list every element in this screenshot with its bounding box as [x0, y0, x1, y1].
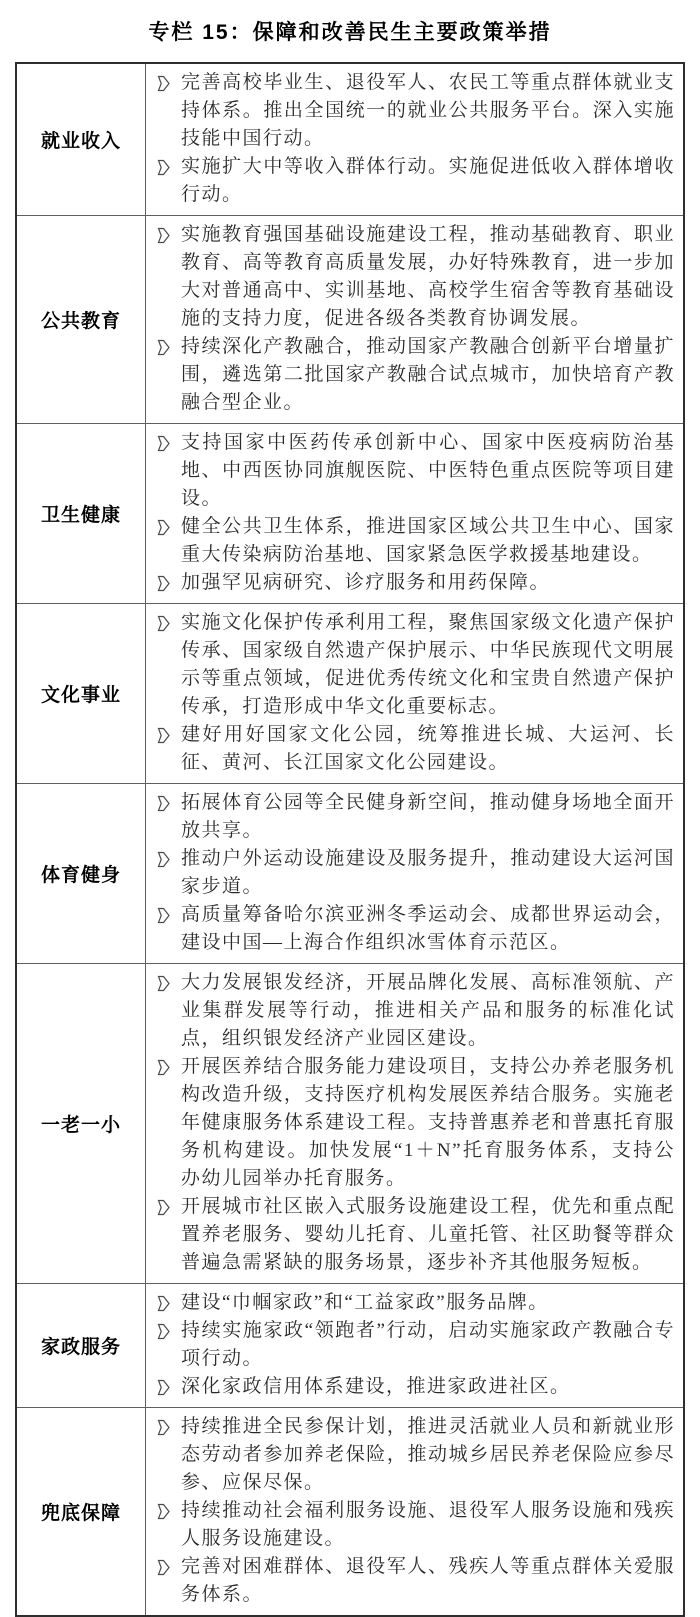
list-item [151, 1289, 675, 1317]
list-item [151, 513, 675, 569]
list-item [151, 789, 675, 845]
measure-text: 持续推进全民参保计划，推进灵活就业人员和新就业形态劳动者参加养老保险，推动城乡居民养老保险应参尽参、应保尽保。 [181, 1416, 675, 1493]
measures-cell [146, 784, 683, 963]
measure-text: 大力发展银发经济，开展品牌化发展、高标准领航、产业集群发展等行动，推进相关产品和服务的标准化试点，组织银发经济产业园区建设。 [181, 972, 675, 1049]
list-item [151, 1373, 675, 1401]
list-item [151, 609, 675, 721]
category-label-cell [17, 784, 146, 963]
list-item [151, 845, 675, 901]
hollow-right-arrow-icon [151, 969, 181, 992]
measure-text: 开展城市社区嵌入式服务设施建设工程，优先和重点配置养老服务、婴幼儿托育、儿童托管、社区助餐等群众普遍急需紧缺的服务场景，逐步补齐其他服务短板。 [181, 1196, 675, 1273]
category-label: 一老一小 [40, 1115, 121, 1136]
measure-text: 持续推动社会福利服务设施、退役军人服务设施和残疾人服务设施建设。 [181, 1500, 675, 1549]
category-label: 卫生健康 [40, 505, 121, 526]
measures-cell [146, 424, 683, 603]
measure-text: 深化家政信用体系建设，推进家政进社区。 [181, 1376, 571, 1397]
category-label: 文化事业 [40, 685, 121, 706]
list-item [151, 1497, 675, 1553]
measure-text: 加强罕见病研究、诊疗服务和用药保障。 [181, 572, 551, 593]
measure-text: 支持国家中医药传承创新中心、国家中医疫病防治基地、中西医协同旗舰医院、中医特色重点医院等项目建设。 [181, 432, 675, 509]
list-item [151, 901, 675, 957]
policy-table [15, 62, 685, 1617]
measure-text: 建设“巾帼家政”和“工益家政”服务品牌。 [181, 1292, 549, 1313]
hollow-right-arrow-icon [151, 1193, 181, 1216]
list-item [151, 569, 675, 597]
hollow-right-arrow-icon [151, 1497, 181, 1520]
category-label: 公共教育 [40, 311, 121, 332]
list-item [151, 969, 675, 1053]
list-item [151, 153, 675, 209]
hollow-right-arrow-icon [151, 845, 181, 868]
hollow-right-arrow-icon [151, 569, 181, 592]
measures-cell [146, 604, 683, 783]
table-row [17, 64, 683, 215]
table-row [17, 1283, 683, 1407]
hollow-right-arrow-icon [151, 721, 181, 744]
hollow-right-arrow-icon [151, 609, 181, 632]
category-label-cell [17, 964, 146, 1283]
list-item [151, 1553, 675, 1609]
measure-text: 持续实施家政“领跑者”行动，启动实施家政产教融合专项行动。 [181, 1320, 675, 1369]
measure-text: 拓展体育公园等全民健身新空间，推动健身场地全面开放共享。 [181, 792, 675, 841]
measures-cell [146, 216, 683, 423]
hollow-right-arrow-icon [151, 789, 181, 812]
measure-text: 实施教育强国基础设施建设工程，推动基础教育、职业教育、高等教育高质量发展，办好特殊教育，进一步加大对普通高中、实训基地、高校学生宿舍等教育基础设施的支持力度，促进各级各类教育协调发展。 [181, 224, 675, 329]
measures-cell [146, 964, 683, 1283]
hollow-right-arrow-icon [151, 1317, 181, 1340]
measure-text: 高质量筹备哈尔滨亚洲冬季运动会、成都世界运动会，建设中国—上海合作组织冰雪体育示范区。 [181, 904, 675, 953]
table-row [17, 215, 683, 423]
list-item [151, 1193, 675, 1277]
category-label: 家政服务 [40, 1337, 121, 1358]
category-label-cell [17, 216, 146, 423]
list-item [151, 69, 675, 153]
measures-cell [146, 1284, 683, 1407]
hollow-right-arrow-icon [151, 153, 181, 176]
hollow-right-arrow-icon [151, 1373, 181, 1396]
list-item [151, 1317, 675, 1373]
category-label: 就业收入 [40, 131, 121, 152]
measure-text: 开展医养结合服务能力建设项目，支持公办养老服务机构改造升级，支持医疗机构发展医养结合服务。实施老年健康服务体系建设工程。支持普惠养老和普惠托育服务机构建设。加快发展“1＋N”托育服务体系，支持公办幼儿园举办托育服务。 [181, 1056, 675, 1189]
hollow-right-arrow-icon [151, 333, 181, 356]
category-label-cell [17, 64, 146, 215]
category-label-cell [17, 1408, 146, 1615]
list-item [151, 429, 675, 513]
list-item [151, 1053, 675, 1193]
measures-cell [146, 64, 683, 215]
hollow-right-arrow-icon [151, 1553, 181, 1576]
hollow-right-arrow-icon [151, 901, 181, 924]
list-item [151, 721, 675, 777]
measure-text: 建好用好国家文化公园，统筹推进长城、大运河、长征、黄河、长江国家文化公园建设。 [181, 724, 675, 773]
hollow-right-arrow-icon [151, 513, 181, 536]
measures-cell [146, 1408, 683, 1615]
category-label-cell [17, 424, 146, 603]
page-title: 专栏 15：保障和改善民生主要政策举措 [148, 21, 552, 44]
category-label-cell [17, 1284, 146, 1407]
measure-text: 实施扩大中等收入群体行动。实施促进低收入群体增收行动。 [181, 156, 675, 205]
hollow-right-arrow-icon [151, 429, 181, 452]
category-label: 兜底保障 [40, 1503, 121, 1524]
table-row [17, 1407, 683, 1615]
hollow-right-arrow-icon [151, 221, 181, 244]
hollow-right-arrow-icon [151, 1413, 181, 1436]
category-label-cell [17, 604, 146, 783]
measure-text: 健全公共卫生体系，推进国家区域公共卫生中心、国家重大传染病防治基地、国家紧急医学救援基地建设。 [181, 516, 675, 565]
table-row [17, 783, 683, 963]
measure-text: 实施文化保护传承利用工程，聚焦国家级文化遗产保护传承、国家级自然遗产保护展示、中华民族现代文明展示等重点领域，促进优秀传统文化和宝贵自然遗产保护传承，打造形成中华文化重要标志。 [181, 612, 675, 717]
measure-text: 完善高校毕业生、退役军人、农民工等重点群体就业支持体系。推出全国统一的就业公共服务平台。深入实施技能中国行动。 [181, 72, 675, 149]
category-label: 体育健身 [40, 865, 121, 886]
measure-text: 持续深化产教融合，推动国家产教融合创新平台增量扩围，遴选第二批国家产教融合试点城市，加快培育产教融合型企业。 [181, 336, 675, 413]
hollow-right-arrow-icon [151, 69, 181, 92]
table-row [17, 423, 683, 603]
table-row [17, 963, 683, 1283]
list-item [151, 1413, 675, 1497]
list-item [151, 333, 675, 417]
measure-text: 推动户外运动设施建设及服务提升，推动建设大运河国家步道。 [181, 848, 675, 897]
table-row [17, 603, 683, 783]
hollow-right-arrow-icon [151, 1289, 181, 1312]
list-item [151, 221, 675, 333]
measure-text: 完善对困难群体、退役军人、残疾人等重点群体关爱服务体系。 [181, 1556, 675, 1605]
hollow-right-arrow-icon [151, 1053, 181, 1076]
